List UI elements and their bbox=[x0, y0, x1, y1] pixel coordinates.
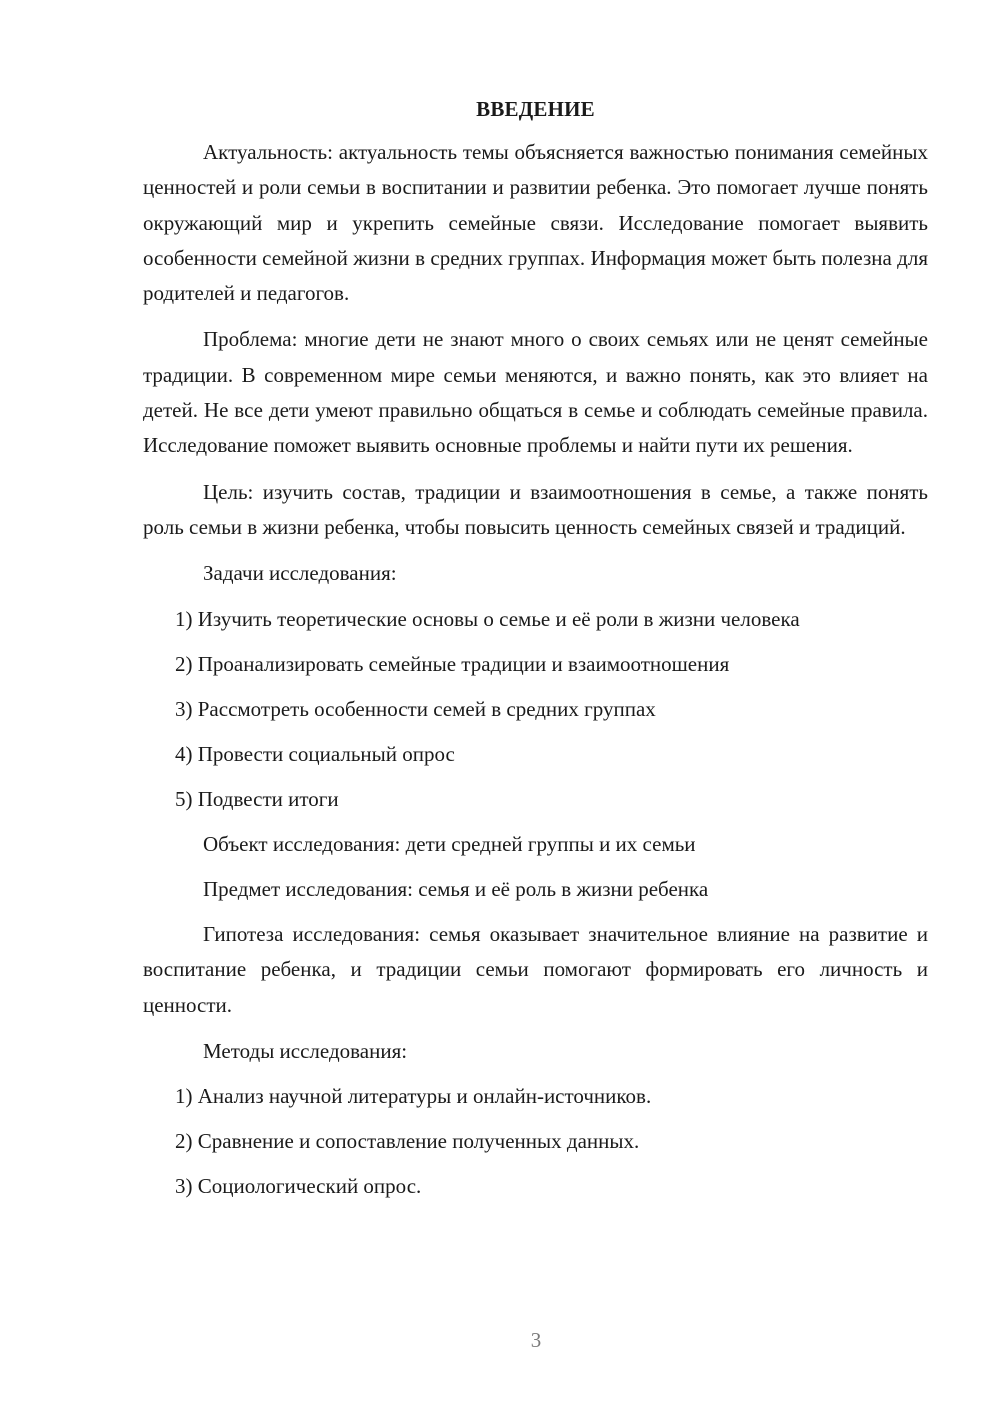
method-item: 2) Сравнение и сопоставление полученных данных. bbox=[175, 1129, 640, 1154]
goal-paragraph: Цель: изучить состав, традиции и взаимоотношения в семье, а также понять роль семьи в жизни ребенка, чтобы повысить ценность семейных связей и традиций. bbox=[143, 479, 928, 539]
section-title: ВВЕДЕНИЕ bbox=[476, 97, 595, 121]
document-page bbox=[143, 92, 928, 1214]
page-number: 3 bbox=[530, 1328, 542, 1352]
method-item: 1) Анализ научной литературы и онлайн-источников. bbox=[175, 1084, 652, 1109]
methods-list bbox=[143, 1079, 928, 1204]
task-item: 3) Рассмотреть особенности семей в средних группах bbox=[175, 696, 656, 721]
method-item: 3) Социологический опрос. bbox=[175, 1174, 422, 1199]
subject-paragraph: Предмет исследования: семья и её роль в жизни ребенка bbox=[203, 876, 709, 901]
task-item: 1) Изучить теоретические основы о семье и её роли в жизни человека bbox=[175, 606, 800, 631]
task-item: 2) Проанализировать семейные традиции и взаимоотношения bbox=[175, 651, 730, 676]
problem-paragraph: Проблема: многие дети не знают много о своих семьях или не ценят семейные традиции. В современном мире семьи меняются, и важно понять, как это влияет на детей. Не все дети умеют правильно общаться в семье и соблюдать семейные правила. Исследование поможет выявить основные проблемы и найти пути их решения. bbox=[143, 327, 928, 458]
methods-heading: Методы исследования: bbox=[203, 1039, 408, 1064]
tasks-list bbox=[143, 602, 928, 817]
relevance-paragraph: Актуальность: актуальность темы объясняется важностью понимания семейных ценностей и роли семьи в воспитании и развитии ребенка. Это помогает лучше понять окружающий мир и укрепить семейные связи. Исследование помогает выявить особенности семейной жизни в средних группах. Информация может быть полезна для родителей и педагогов. bbox=[143, 140, 928, 306]
object-paragraph: Объект исследования: дети средней группы и их семьи bbox=[203, 831, 696, 856]
tasks-heading: Задачи исследования: bbox=[203, 561, 397, 586]
hypothesis-paragraph: Гипотеза исследования: семья оказывает значительное влияние на развитие и воспитание ребенка, и традиции семьи помогают формировать его личность и ценности. bbox=[143, 922, 928, 1017]
task-item: 5) Подвести итоги bbox=[175, 786, 339, 811]
task-item: 4) Провести социальный опрос bbox=[175, 741, 455, 766]
